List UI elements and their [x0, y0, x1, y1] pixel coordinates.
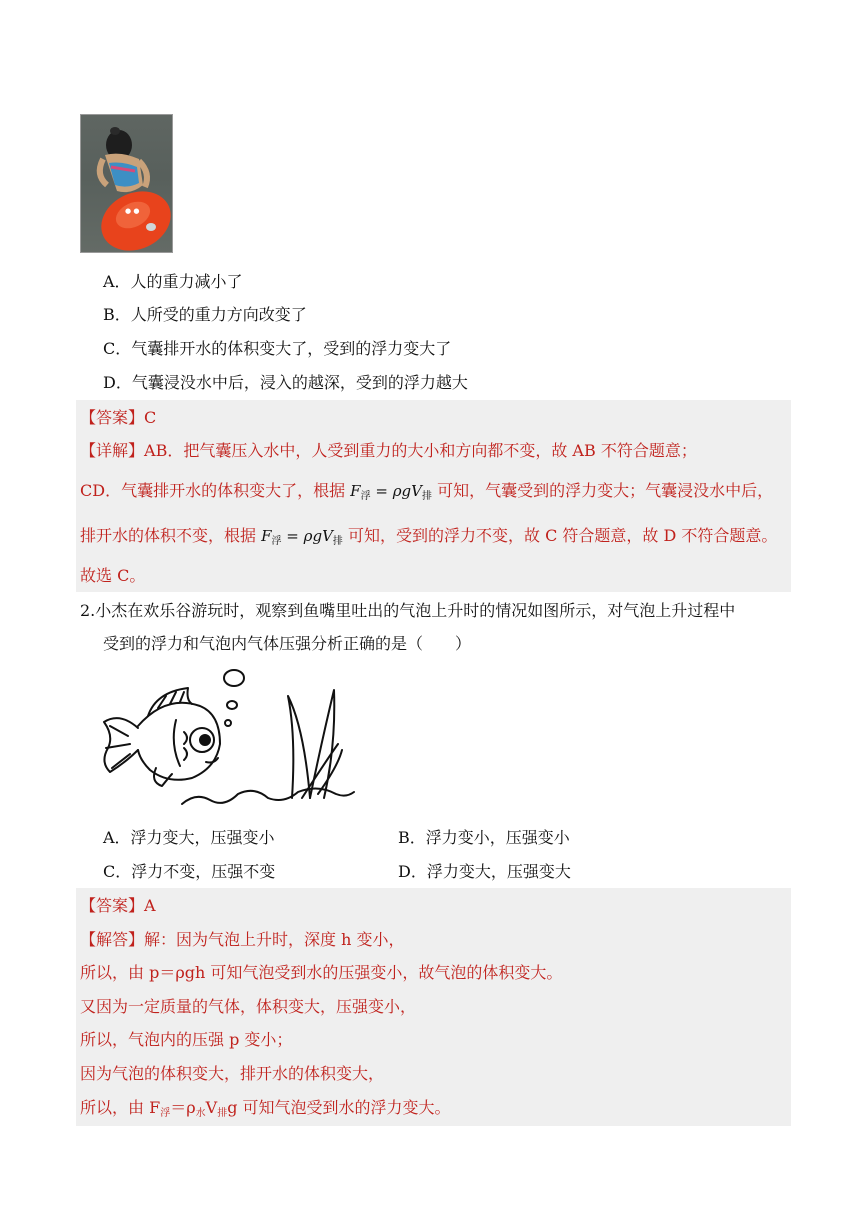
q1-explain-text-2a: CD．气囊排开水的体积变大了，根据 [80, 481, 346, 500]
q1-explain-text-1: AB．把气囊压入水中，人受到重力的大小和方向都不变，故 AB 不符合题意； [144, 441, 697, 460]
q1-option-a: A．人的重力减小了 [103, 272, 243, 291]
q1-explain-text-3b: 可知，受到的浮力不变，故 C 符合题意，故 D 不符合题意。 [348, 526, 778, 545]
q1-answer-value: C [144, 408, 157, 427]
q1-explain-line-2 [80, 480, 773, 508]
q1-explain-line-4: 故选 C。 [80, 566, 146, 585]
q1-explain-text-2b: 可知，气囊受到的浮力变大；气囊浸没水中后， [437, 481, 774, 500]
svg-text:● ●: ● ● [125, 207, 140, 215]
q1-answer-line [80, 407, 156, 429]
q2-explain-line-4: 所以，气泡内的压强 p 变小； [80, 1030, 293, 1049]
q2-option-c: C．浮力不变，压强不变 [103, 862, 276, 881]
q2-explain-line-5: 因为气泡的体积变大，排开水的体积变大， [80, 1064, 385, 1083]
q1-explain-line-3 [80, 525, 777, 553]
fish-illustration [96, 666, 356, 814]
q1-answer-tag: 【答案】 [80, 408, 145, 427]
photo-child-with-float [80, 114, 173, 253]
bubble-medium [227, 701, 237, 709]
q2-answer-tag: 【答案】 [80, 896, 145, 915]
q1-option-d: D．气囊浸没水中后，浸入的越深，受到的浮力越大 [103, 373, 468, 392]
q2-answer-line [80, 895, 156, 917]
q1-explain-text-3a: 排开水的体积不变，根据 [80, 526, 257, 545]
q1-option-b: B．人所受的重力方向改变了 [103, 305, 307, 324]
q2-explain-tag: 【解答】 [80, 930, 145, 949]
q2-option-d: D．浮力变大，压强变大 [398, 862, 571, 881]
q1-explain-line-1 [80, 440, 697, 462]
q2-explain-text-1: 解：因为气泡上升时，深度 h 变小， [144, 930, 405, 949]
q2-explain-line-1 [80, 929, 405, 951]
q2-answer-value: A [144, 896, 156, 915]
q2-option-b: B．浮力变小，压强变小 [398, 828, 570, 847]
q2-explain-line-2: 所以，由 p＝ρgh 可知气泡受到水的压强变小，故气泡的体积变大。 [80, 963, 563, 982]
q2-explain-line-6: 所以，由 $F_浮=\rho_水V_排g$ 可知气泡受到水的浮力变大。 [80, 1098, 451, 1119]
q2-option-a: A．浮力变大，压强变小 [103, 828, 275, 847]
q2-stem-line-1: 2.小杰在欢乐谷游玩时，观察到鱼嘴里吐出的气泡上升时的情况如图所示，对气泡上升过程中 [80, 601, 736, 620]
bubble-large [224, 670, 244, 686]
q2-explain-line-3: 又因为一定质量的气体，体积变大，压强变小， [80, 997, 417, 1016]
formula-1: $F_浮 = \rho gV_排$ [350, 482, 432, 502]
q2-stem-line-2: 受到的浮力和气泡内气体压强分析正确的是（ ） [103, 634, 472, 653]
formula-2: $F_浮 = \rho gV_排$ [261, 527, 343, 547]
q1-explain-tag: 【详解】 [80, 441, 145, 460]
q1-option-c: C．气囊排开水的体积变大了，受到的浮力变大了 [103, 339, 452, 358]
bubble-small [225, 720, 231, 726]
